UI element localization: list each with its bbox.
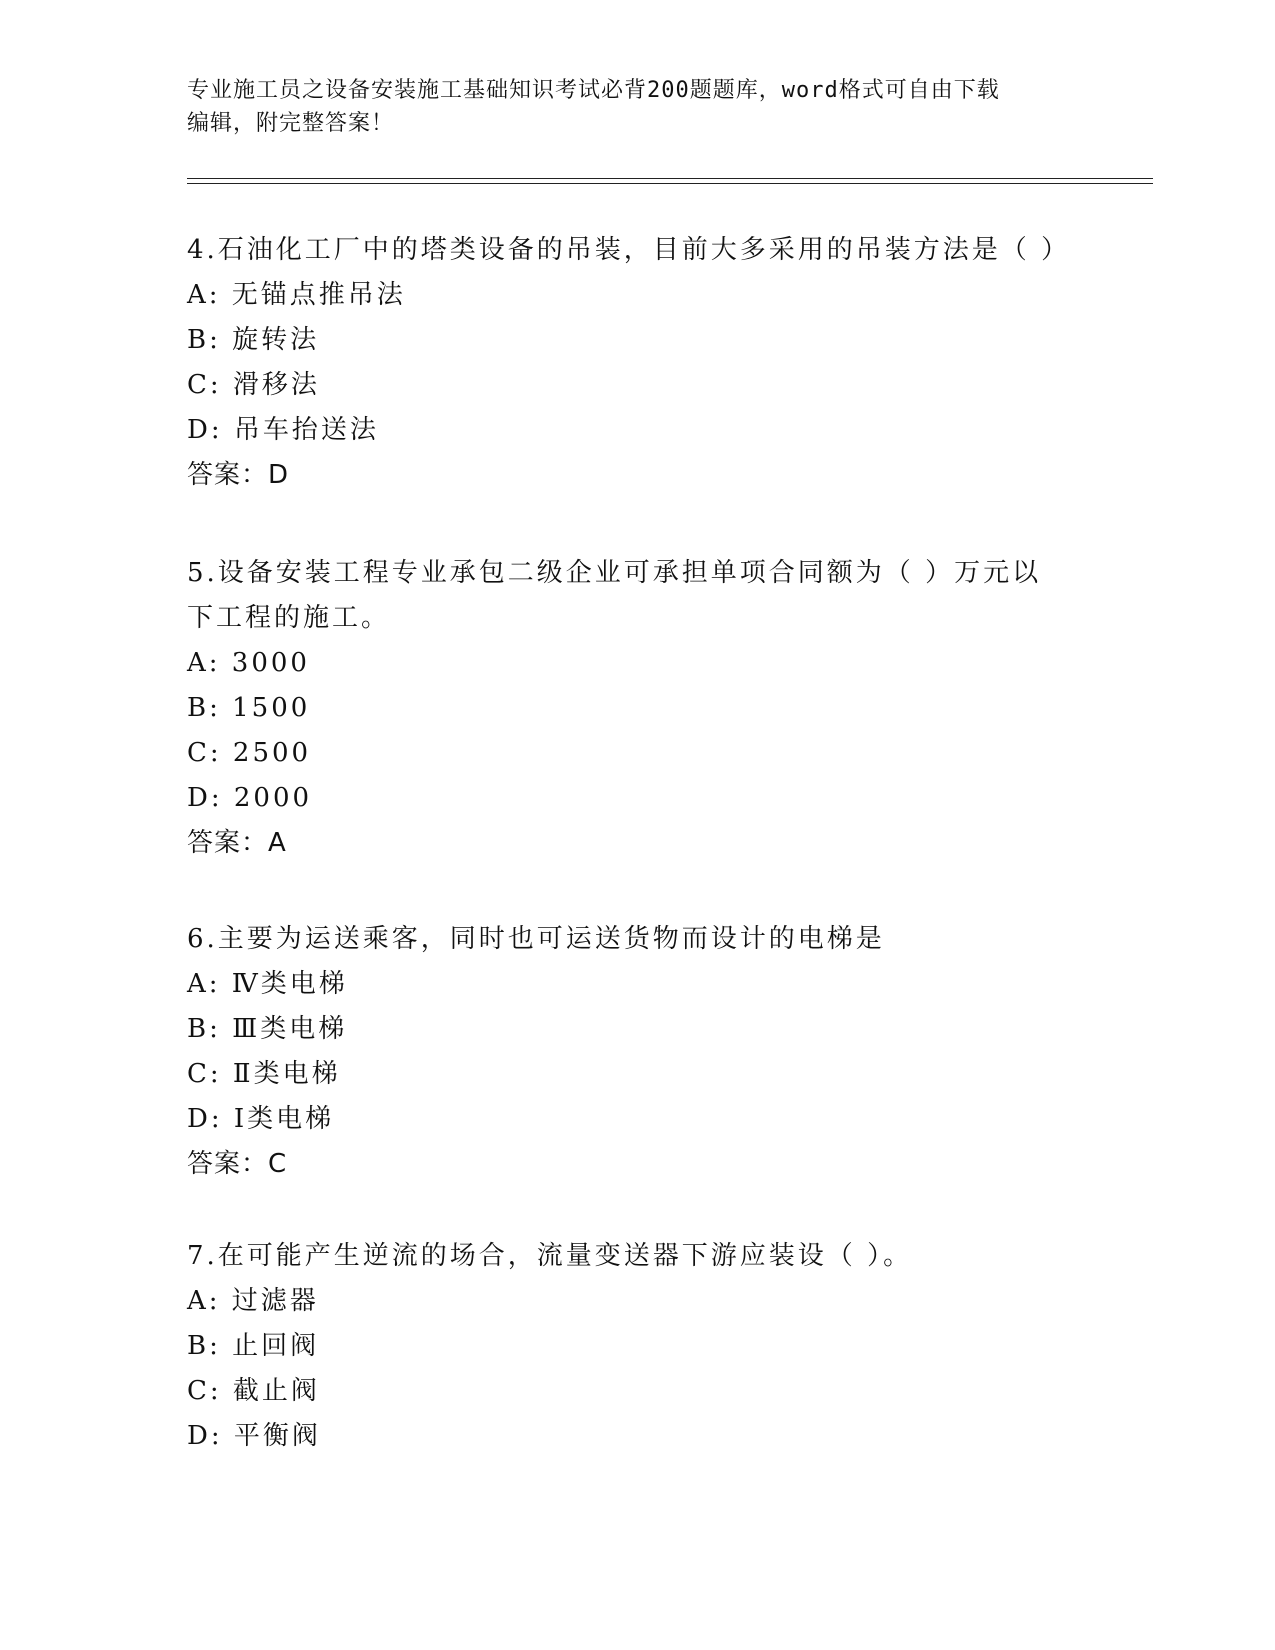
question-stem: 5.设备安装工程专业承包二级企业可承担单项合同额为（ ）万元以下工程的施工。	[187, 558, 1042, 633]
answer-label: 答案：	[187, 828, 269, 858]
question-stem: 4.石油化工厂中的塔类设备的吊装，目前大多采用的吊装方法是（ ）	[187, 235, 1071, 265]
option-d: D: 2000	[187, 783, 313, 813]
question-stem: 6.主要为运送乘客，同时也可运送货物而设计的电梯是	[187, 924, 885, 954]
option-d: D: 平衡阀	[187, 1421, 321, 1451]
document-header	[187, 74, 1067, 140]
question-5	[187, 551, 1087, 866]
answer-value: C	[268, 1149, 288, 1179]
option-c: C: 截止阀	[187, 1376, 320, 1406]
header-divider-bottom	[187, 183, 1153, 184]
question-6	[187, 917, 1087, 1187]
option-d: D: Ⅰ类电梯	[187, 1104, 335, 1134]
option-a: A: 无锚点推吊法	[187, 280, 406, 310]
option-a: A: Ⅳ类电梯	[187, 969, 348, 999]
question-7	[187, 1234, 1087, 1459]
option-b: B: 止回阀	[187, 1331, 320, 1361]
answer-value: A	[268, 828, 287, 858]
answer-label: 答案：	[187, 460, 269, 490]
header-divider-top	[187, 178, 1153, 179]
answer-line	[187, 1142, 1087, 1187]
answer-label: 答案：	[187, 1149, 269, 1179]
question-4	[187, 228, 1087, 498]
option-b: B: Ⅲ类电梯	[187, 1014, 348, 1044]
option-c: C: Ⅱ类电梯	[187, 1059, 341, 1089]
answer-value: D	[268, 460, 290, 490]
option-a: A: 3000	[187, 648, 310, 678]
option-a: A: 过滤器	[187, 1286, 319, 1316]
option-d: D: 吊车抬送法	[187, 415, 379, 445]
header-title-line-2: 编辑，附完整答案！	[187, 111, 395, 136]
header-title-line-1: 专业施工员之设备安装施工基础知识考试必背200题题库，word格式可自由下载	[187, 78, 1000, 103]
answer-line	[187, 453, 1087, 498]
question-stem: 7.在可能产生逆流的场合，流量变送器下游应装设（ ）。	[187, 1241, 913, 1271]
option-c: C: 滑移法	[187, 370, 320, 400]
option-c: C: 2500	[187, 738, 312, 768]
option-b: B: 1500	[187, 693, 311, 723]
option-b: B: 旋转法	[187, 325, 320, 355]
answer-line	[187, 821, 1087, 866]
